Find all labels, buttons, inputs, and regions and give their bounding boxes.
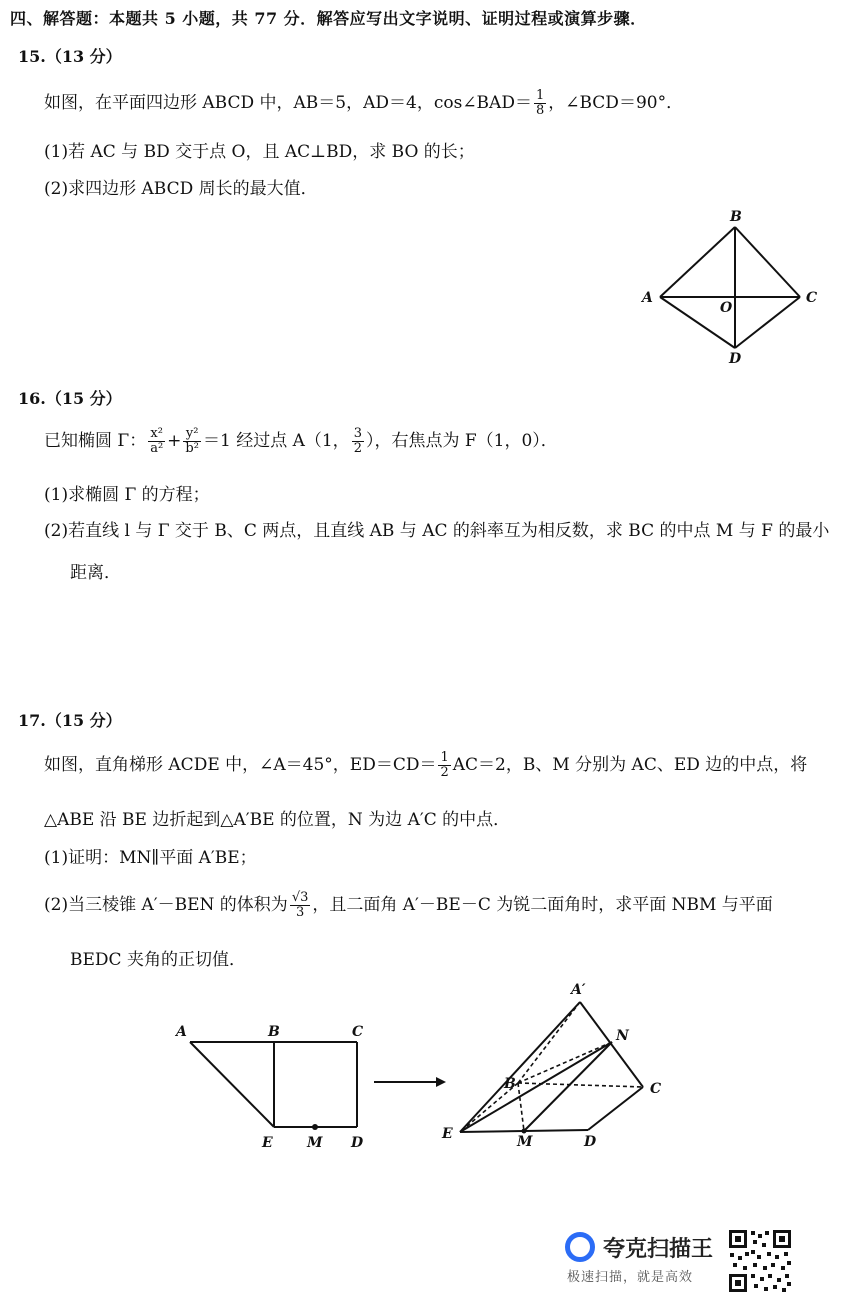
fig2-label-m: M <box>517 1134 533 1150</box>
q17-frac-den: 2 <box>440 765 449 780</box>
q17-half-fraction <box>438 751 450 780</box>
q17-part2-line2: BEDC 夹角的正切值． <box>70 950 246 970</box>
fig2-edge-bm <box>518 1083 524 1131</box>
q15-part1: (1)若 AC 与 BD 交于点 O，且 AC⊥BD，求 BO 的长； <box>44 142 475 162</box>
q16-part2-line2: 距离． <box>70 563 121 583</box>
q17-v-num: √3 <box>291 890 309 905</box>
fig1-label-a: A <box>176 1024 187 1040</box>
fig1-edge-ea <box>190 1042 274 1127</box>
q15-label-c: C <box>806 290 818 306</box>
q17-stem-b: AC＝2，B、M 分别为 AC、ED 边的中点，将 <box>452 755 808 775</box>
fig2-label-a1: A′ <box>571 982 586 998</box>
qr-code-icon <box>727 1228 793 1294</box>
q15-part2: (2)求四边形 ABCD 周长的最大值． <box>44 179 318 199</box>
fig1-label-b: B <box>268 1024 280 1040</box>
q17-part1: (1)证明：MN∥平面 A′BE； <box>44 848 257 868</box>
q15-cos-fraction <box>534 89 546 118</box>
q17-part2-b: ，且二面角 A′－BE－C 为锐二面角时，求平面 NBM 与平面 <box>312 895 773 915</box>
q16-y-num: y² <box>183 427 201 442</box>
fig1-label-e: E <box>262 1135 273 1151</box>
q16-point-fraction <box>352 427 364 456</box>
q15-label-b: B <box>730 209 742 225</box>
q17-figure-folded <box>438 978 673 1153</box>
q16-y-den: b² <box>185 441 199 456</box>
fig2-label-d: D <box>584 1134 597 1150</box>
q15-frac-den: 8 <box>535 103 545 118</box>
q15-stem <box>44 88 683 118</box>
q15-stem-b: ，∠BCD＝90°． <box>548 93 684 113</box>
q15-figure <box>630 205 830 370</box>
q17-stem-a: 如图，直角梯形 ACDE 中，∠A＝45°，ED＝CD＝ <box>44 755 437 775</box>
q16-stem-b: ＝1 经过点 A（1， <box>202 431 350 451</box>
q16-number: 16.（15 分） <box>18 389 122 408</box>
quark-logo-icon <box>565 1232 601 1262</box>
q16-stem-a: 已知椭圆 Γ： <box>44 431 147 451</box>
q17-v-den: 3 <box>295 905 305 920</box>
q15-label-o: O <box>720 300 733 316</box>
q15-frac-num: 1 <box>535 88 545 103</box>
q15-number: 15.（13 分） <box>18 47 122 66</box>
watermark-slogan: 极速扫描，就是高效 <box>567 1270 694 1285</box>
q15-stem-a: 如图，在平面四边形 ABCD 中，AB＝5，AD＝4，cos∠BAD＝ <box>44 93 532 113</box>
q17-stem-line2: △ABE 沿 BE 边折起到△A′BE 的位置，N 为边 A′C 的中点． <box>44 810 511 830</box>
q17-frac-num: 1 <box>440 750 449 765</box>
fig2-label-c: C <box>650 1081 662 1097</box>
fig1-label-m: M <box>307 1135 323 1151</box>
q16-x-fraction <box>148 427 165 456</box>
fig1-point-m <box>312 1124 318 1130</box>
fig1-label-c: C <box>352 1024 364 1040</box>
q15-edge-cd <box>735 297 800 348</box>
q16-p-num: 3 <box>353 426 362 441</box>
q17-part2-a: (2)当三棱锥 A′－BEN 的体积为 <box>44 895 288 915</box>
q15-edge-bc <box>735 227 800 297</box>
watermark-brand: 夸克扫描王 <box>603 1237 714 1262</box>
fig2-label-n: N <box>616 1028 629 1044</box>
q16-p-den: 2 <box>353 441 362 456</box>
q16-x-den: a² <box>150 441 164 456</box>
q17-volume-fraction <box>290 891 311 920</box>
q17-stem-line1 <box>44 750 807 780</box>
q16-stem-c: ），右焦点为 F（1，0）． <box>365 431 558 451</box>
q17-part2-line1 <box>44 890 773 920</box>
q16-part2-line1: (2)若直线 l 与 Γ 交于 B、C 两点，且直线 AB 与 AC 的斜率互为相反数，求 BC 的中点 M 与 F 的最小 <box>44 521 830 541</box>
fig1-label-d: D <box>351 1135 364 1151</box>
q16-stem <box>44 426 558 456</box>
section-header: 四、解答题：本题共 5 小题，共 77 分．解答应写出文字说明、证明过程或演算步骤． <box>10 9 647 28</box>
fig2-label-e: E <box>442 1126 453 1142</box>
fig2-point-m <box>522 1129 527 1134</box>
fig2-edge-a1b <box>518 1002 580 1083</box>
fig2-edge-a1c <box>580 1002 643 1087</box>
q17-figure-trapezoid <box>170 1015 380 1155</box>
q16-plus: + <box>167 431 182 451</box>
q17-number: 17.（15 分） <box>18 711 122 730</box>
fig2-label-b: B <box>504 1076 516 1092</box>
fig2-edge-bn <box>518 1042 612 1083</box>
q16-part1: (1)求椭圆 Γ 的方程； <box>44 485 210 505</box>
q15-label-a: A <box>642 290 653 306</box>
transform-arrow-icon <box>372 1074 448 1090</box>
q16-x-num: x² <box>148 427 165 442</box>
q15-edge-ab <box>660 227 735 297</box>
q16-y-fraction <box>183 427 201 456</box>
q15-label-d: D <box>729 351 742 367</box>
fig2-edge-dc <box>588 1087 643 1130</box>
fig2-edge-a1e <box>460 1002 580 1132</box>
